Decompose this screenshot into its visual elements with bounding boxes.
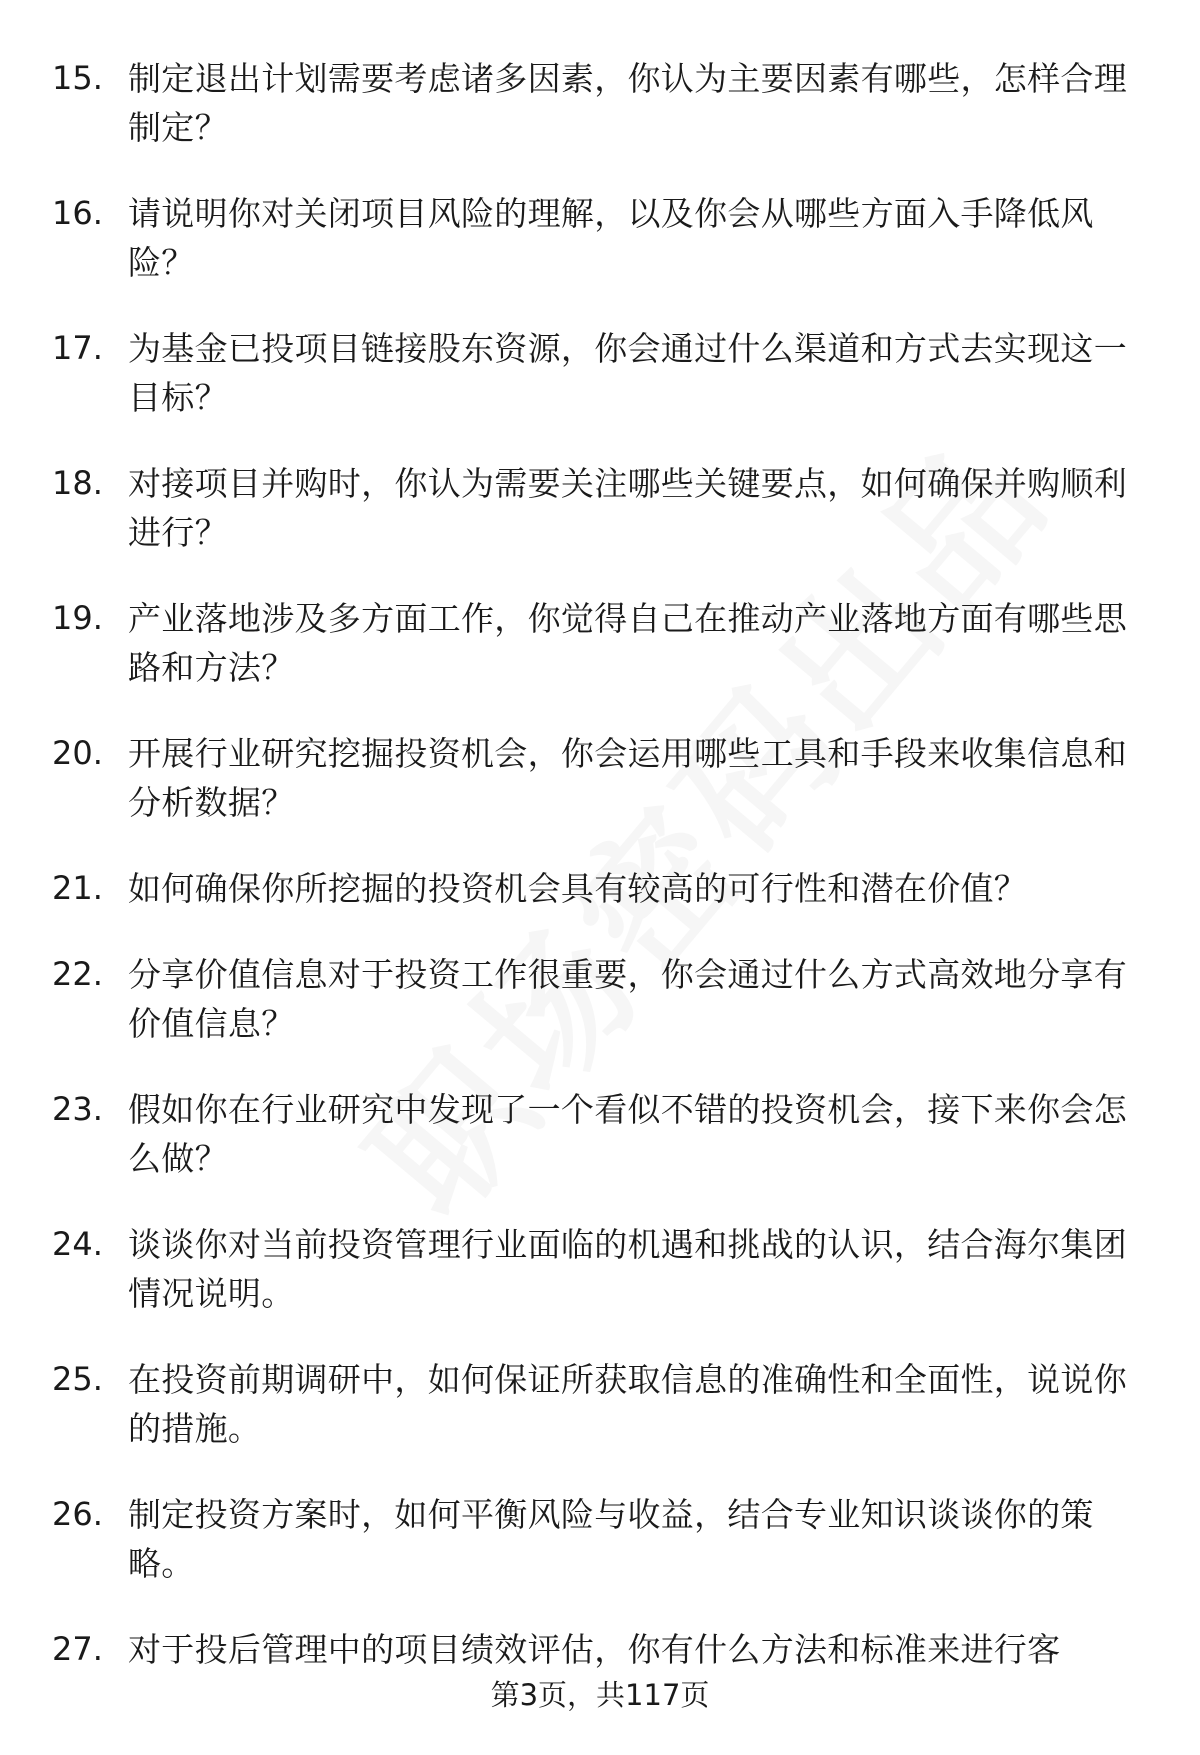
- question-item: [0, 1490, 1200, 1588]
- question-number: 18.: [52, 464, 103, 502]
- question-item: [0, 729, 1200, 827]
- question-item: [0, 189, 1200, 287]
- question-text: 为基金已投项目链接股东资源，你会通过什么渠道和方式去实现这一目标？: [128, 329, 1127, 417]
- question-item: [0, 1355, 1200, 1453]
- question-item: [0, 594, 1200, 692]
- question-number: 15.: [52, 59, 103, 97]
- question-number: 23.: [52, 1090, 103, 1128]
- question-text: 制定退出计划需要考虑诸多因素，你认为主要因素有哪些，怎样合理制定？: [128, 59, 1127, 147]
- question-text: 开展行业研究挖掘投资机会，你会运用哪些工具和手段来收集信息和分析数据？: [128, 734, 1127, 822]
- question-number: 24.: [52, 1225, 103, 1263]
- question-text: 假如你在行业研究中发现了一个看似不错的投资机会，接下来你会怎么做？: [128, 1090, 1127, 1178]
- question-text: 对于投后管理中的项目绩效评估，你有什么方法和标准来进行客: [128, 1630, 1061, 1669]
- question-number: 27.: [52, 1630, 103, 1668]
- question-number: 26.: [52, 1495, 103, 1533]
- question-number: 25.: [52, 1360, 103, 1398]
- question-item: [0, 459, 1200, 557]
- question-text: 请说明你对关闭项目风险的理解，以及你会从哪些方面入手降低风险？: [128, 194, 1094, 282]
- page-number-label: 第3页，共117页: [490, 1678, 710, 1712]
- question-item: [0, 1625, 1200, 1674]
- question-item: [0, 54, 1200, 152]
- question-number: 19.: [52, 599, 103, 637]
- question-text: 制定投资方案时，如何平衡风险与收益，结合专业知识谈谈你的策略。: [128, 1495, 1094, 1583]
- page-footer: [0, 1675, 1200, 1715]
- question-item: [0, 324, 1200, 422]
- question-item: [0, 1220, 1200, 1318]
- question-number: 16.: [52, 194, 103, 232]
- question-item: [0, 950, 1200, 1048]
- question-number: 21.: [52, 869, 103, 907]
- question-number: 20.: [52, 734, 103, 772]
- question-text: 分享价值信息对于投资工作很重要，你会通过什么方式高效地分享有价值信息？: [128, 955, 1127, 1043]
- question-text: 如何确保你所挖掘的投资机会具有较高的可行性和潜在价值？: [128, 869, 1028, 908]
- question-number: 17.: [52, 329, 103, 367]
- question-number: 22.: [52, 955, 103, 993]
- question-list: [0, 54, 1200, 1711]
- question-text: 在投资前期调研中，如何保证所获取信息的准确性和全面性，说说你的措施。: [128, 1360, 1127, 1448]
- question-text: 对接项目并购时，你认为需要关注哪些关键要点，如何确保并购顺利进行？: [128, 464, 1127, 552]
- question-text: 产业落地涉及多方面工作，你觉得自己在推动产业落地方面有哪些思路和方法？: [128, 599, 1127, 687]
- question-item: [0, 1085, 1200, 1183]
- question-item: [0, 864, 1200, 913]
- question-text: 谈谈你对当前投资管理行业面临的机遇和挑战的认识，结合海尔集团情况说明。: [128, 1225, 1127, 1313]
